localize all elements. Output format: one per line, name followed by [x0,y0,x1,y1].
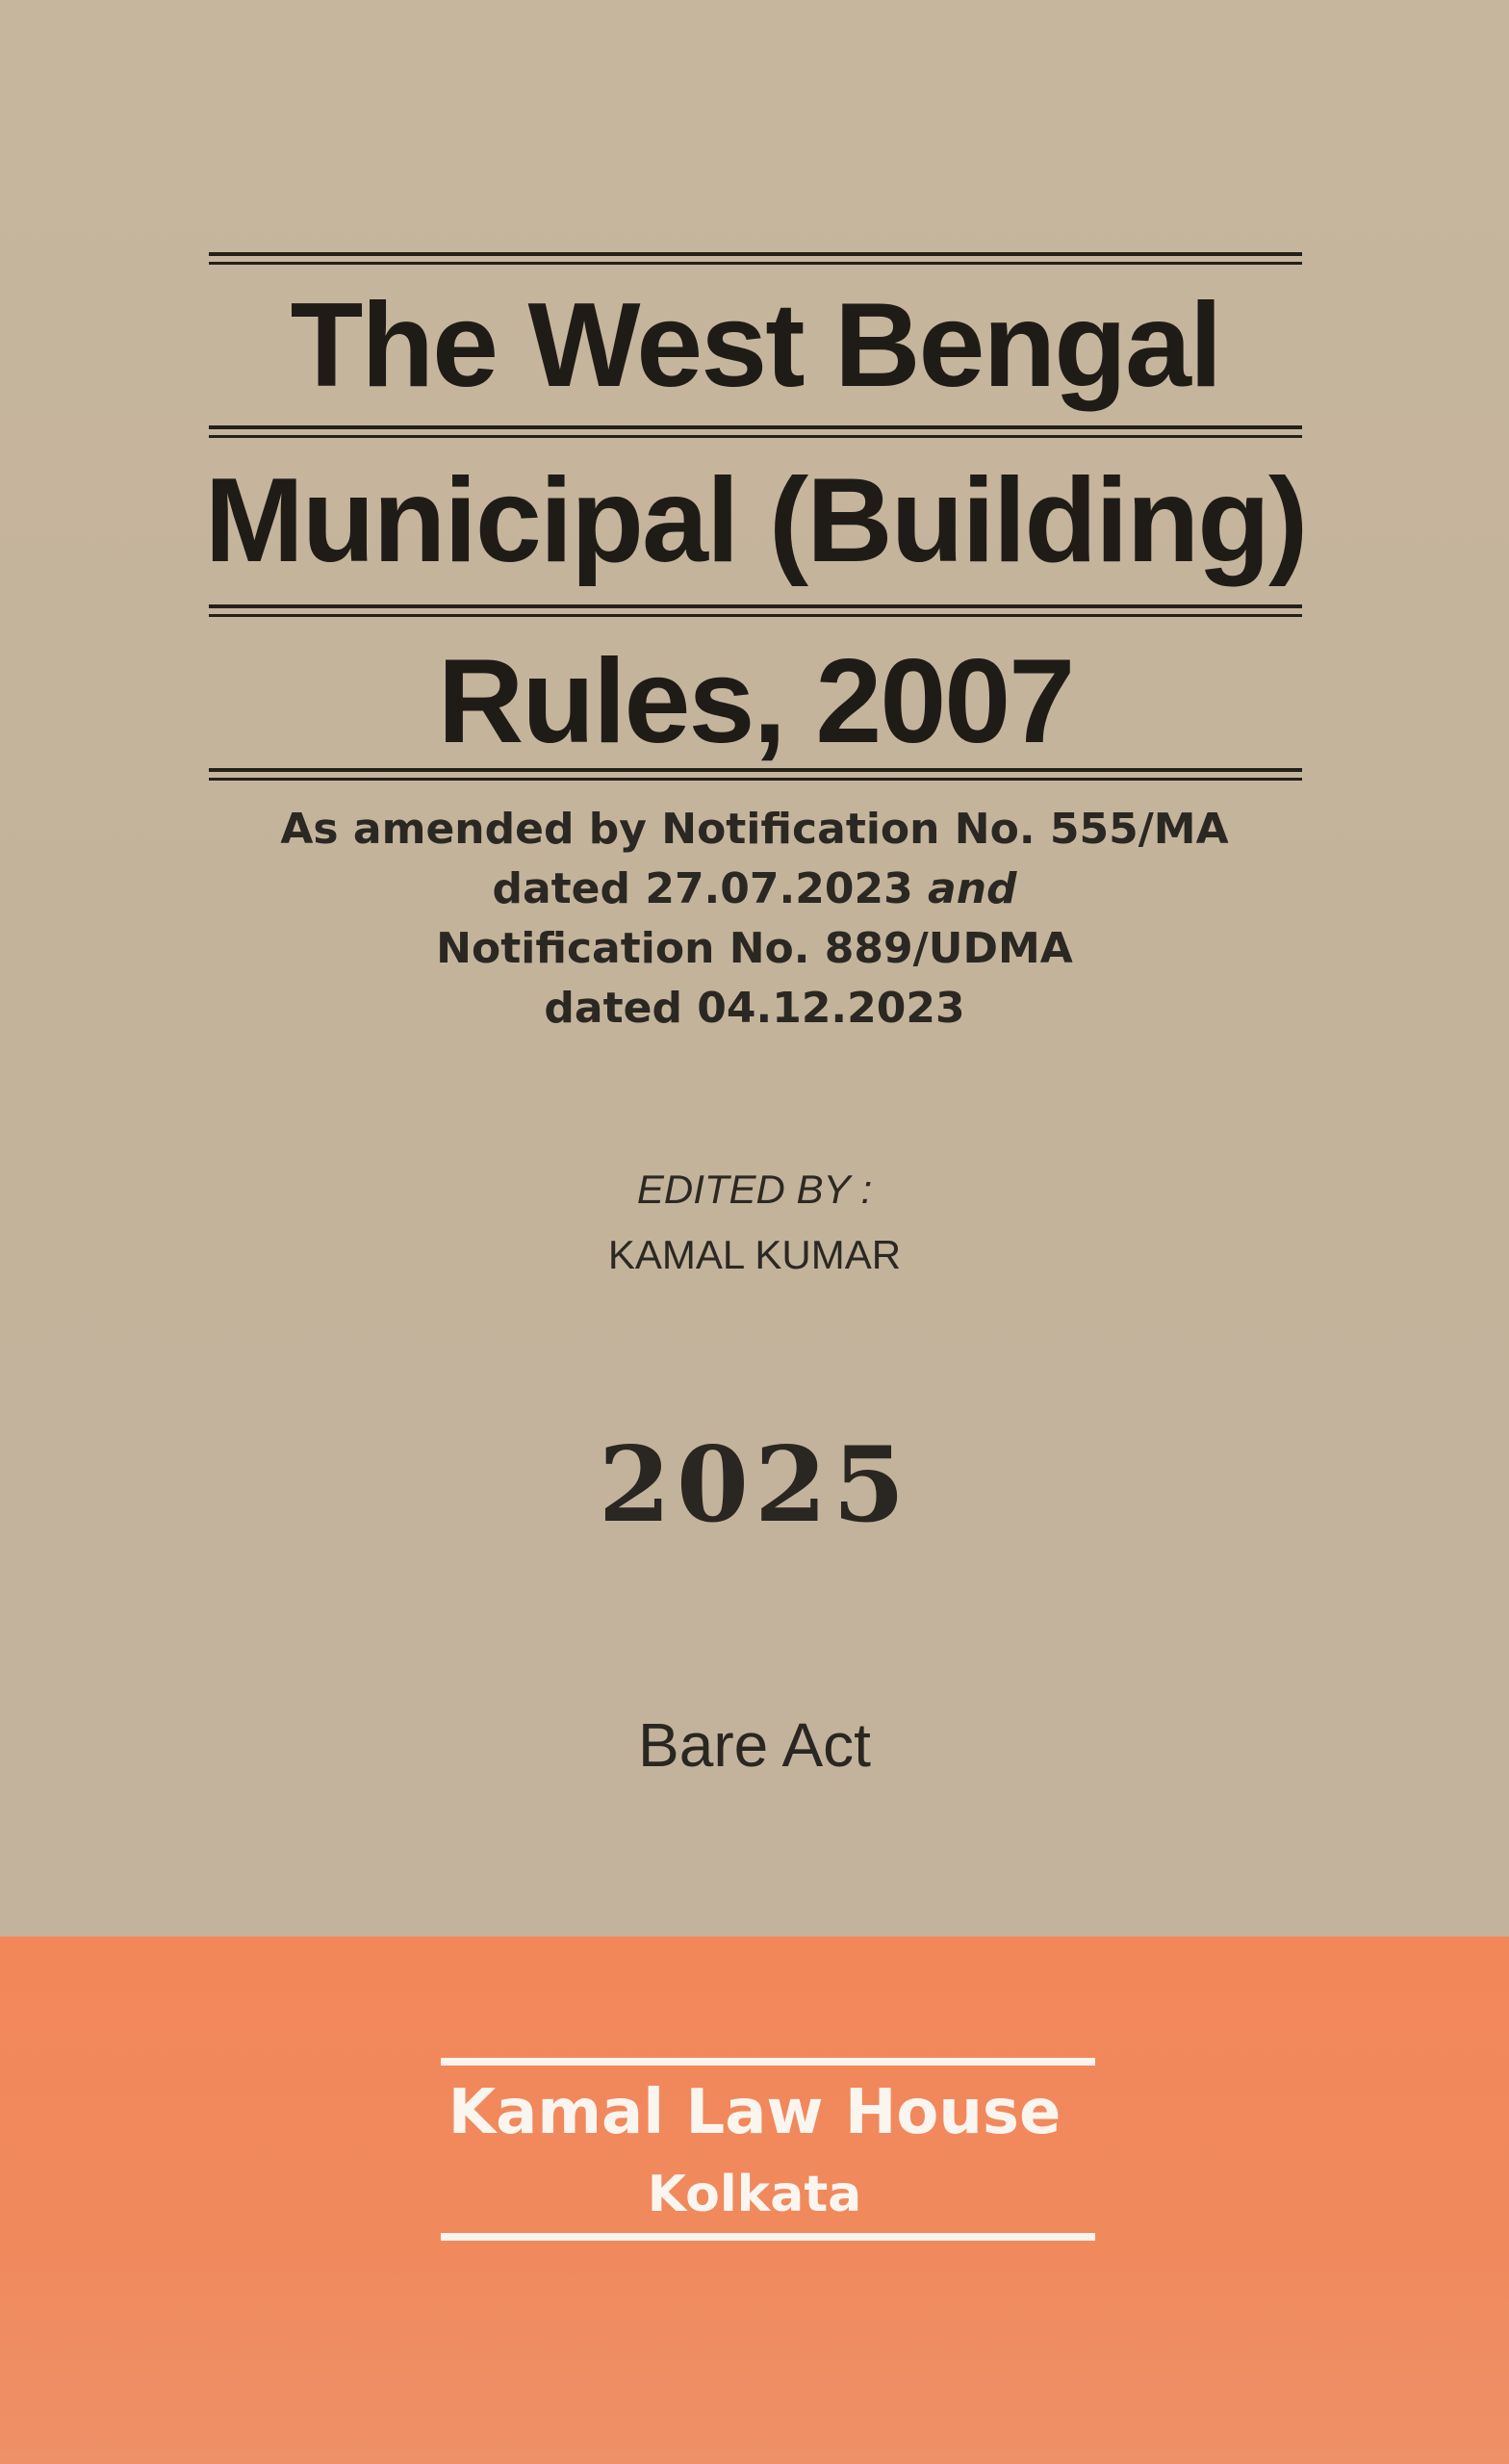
edition-year: 2025 [598,1424,911,1546]
editor-label: EDITED BY : [636,1167,873,1212]
title-line-2: Municipal (Building) [204,454,1307,587]
amendment-line-4: dated 04.12.2023 [544,984,965,1033]
edition-type: Bare Act [638,1710,871,1780]
title-rule-top [209,252,1302,268]
title-rule-3 [209,604,1302,620]
editor-name: KAMAL KUMAR [607,1232,902,1277]
amendment-line-2 [144,864,1365,913]
amendment-date-1: dated 27.07.2023 [492,864,913,913]
title-line-1: The West Bengal [290,279,1221,412]
title-rule-bottom [209,768,1302,783]
publisher-name: Kamal Law House [448,2077,1061,2148]
amendment-line-3: Notification No. 889/UDMA [436,924,1073,973]
title-line-3: Rules, 2007 [437,635,1074,768]
publisher-rule-bottom [441,2233,1095,2241]
publisher-city: Kolkata [647,2166,862,2223]
amendment-conjunction: and [928,864,1017,913]
amendment-line-1: As amended by Notification No. 555/MA [280,805,1229,854]
publisher-rule-top [441,2058,1095,2066]
title-rule-2 [209,425,1302,441]
